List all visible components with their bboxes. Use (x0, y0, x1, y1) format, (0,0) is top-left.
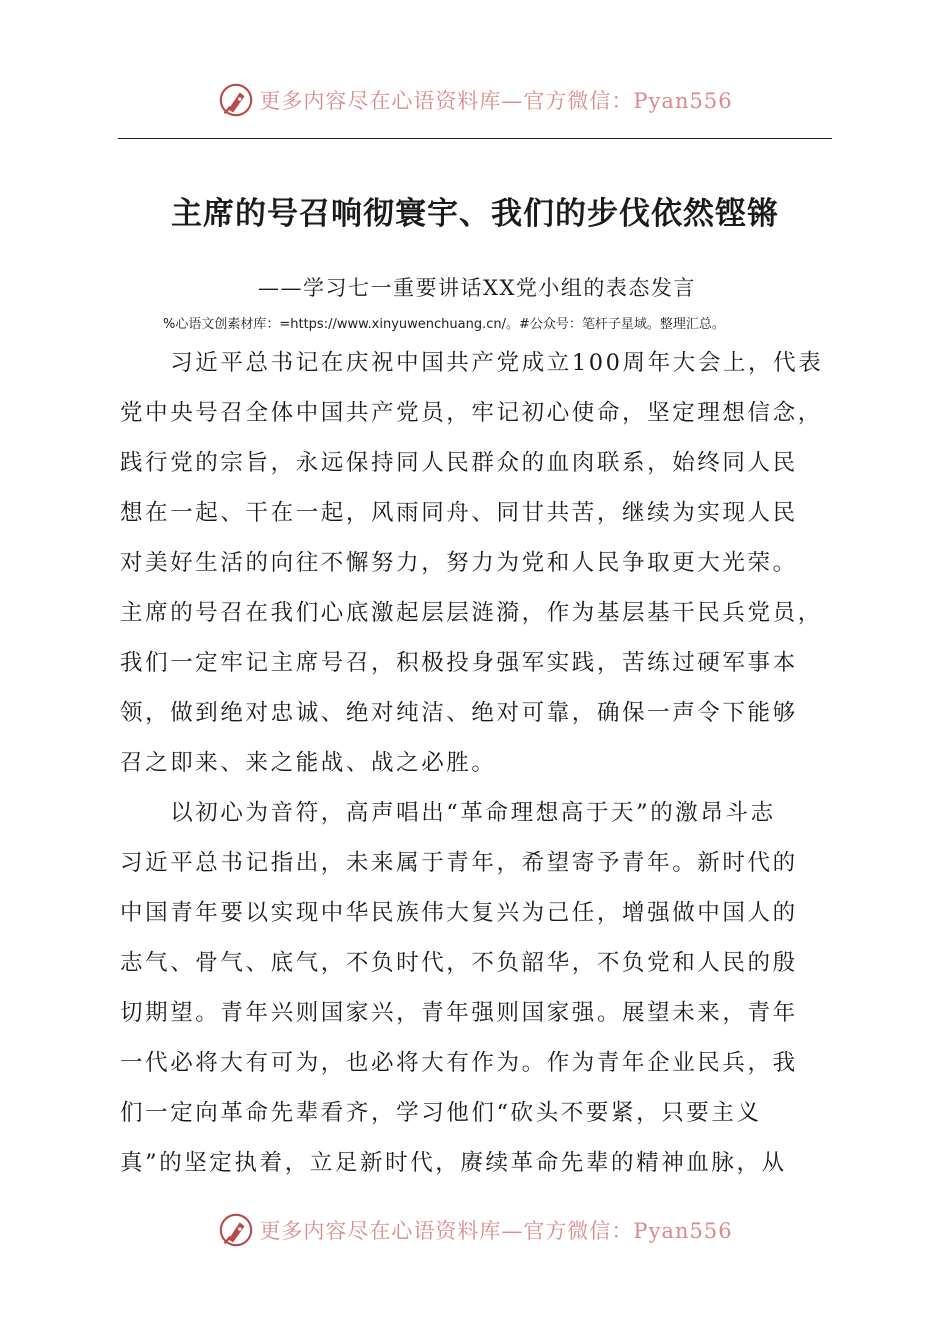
paragraph-line: 对美好生活的向往不懈努力，努力为党和人民争取更大光荣。 (120, 550, 798, 576)
header-banner-text: 更多内容尽在心语资料库—官方微信：Pyan556 (259, 89, 733, 113)
paragraph-2 (120, 788, 850, 1188)
paragraph-line: 践行党的宗旨，永远保持同人民群众的血肉联系，始终同人民 (120, 450, 798, 476)
paragraph-line: 们一定向革命先辈看齐，学习他们“砍头不要紧，只要主义 (120, 1100, 762, 1126)
header-banner (0, 80, 950, 120)
paragraph-line: 以初心为音符，高声唱出“革命理想高于天”的激昂斗志 (120, 800, 776, 826)
paragraph-line: 我们一定牢记主席号召，积极投身强军实践，苦练过硬军事本 (120, 650, 798, 676)
source-note: %心语文创素材库：=https://www.xinyuwenchuang.cn/。#公众号：笔杆子星域。整理汇总。 (163, 317, 725, 332)
paragraph-line: 一代必将大有可为，也必将大有作为。作为青年企业民兵，我 (120, 1050, 798, 1076)
footer-banner (0, 1210, 950, 1250)
footer-banner-text: 更多内容尽在心语资料库—官方微信：Pyan556 (259, 1219, 733, 1243)
document-title: 主席的号召响彻寰宇、我们的步伐依然铿锵 (171, 196, 779, 232)
paragraph-line: 党中央号召全体中国共产党员，牢记初心使命，坚定理想信念， (120, 400, 823, 426)
paragraph-line: 志气、骨气、底气，不负时代，不负韶华，不负党和人民的殷 (120, 950, 798, 976)
paragraph-line: 想在一起、干在一起，风雨同舟、同甘共苦，继续为实现人民 (120, 500, 798, 526)
paragraph-line: 主席的号召在我们心底激起层层涟漪，作为基层基干民兵党员， (120, 600, 823, 626)
paragraph-line: 切期望。青年兴则国家兴，青年强则国家强。展望未来，青年 (120, 1000, 798, 1026)
paragraph-line: 真”的坚定执着，立足新时代，赓续革命先辈的精神血脉，从 (120, 1150, 787, 1176)
pen-nib-logo-icon (217, 81, 255, 119)
paragraph-line: 习近平总书记在庆祝中国共产党成立100周年大会上，代表 (120, 350, 824, 376)
paragraph-line: 习近平总书记指出，未来属于青年，希望寄予青年。新时代的 (120, 850, 798, 876)
pen-nib-logo-icon (217, 1211, 255, 1249)
paragraph-line: 召之即来、来之能战、战之必胜。 (120, 750, 497, 776)
paragraph-line: 领，做到绝对忠诚、绝对纯洁、绝对可靠，确保一声令下能够 (120, 700, 798, 726)
header-divider (118, 138, 832, 139)
paragraph-line: 中国青年要以实现中华民族伟大复兴为己任，增强做中国人的 (120, 900, 798, 926)
document-subtitle: ——学习七一重要讲话XX党小组的表态发言 (258, 276, 696, 300)
paragraph-1 (120, 338, 850, 788)
